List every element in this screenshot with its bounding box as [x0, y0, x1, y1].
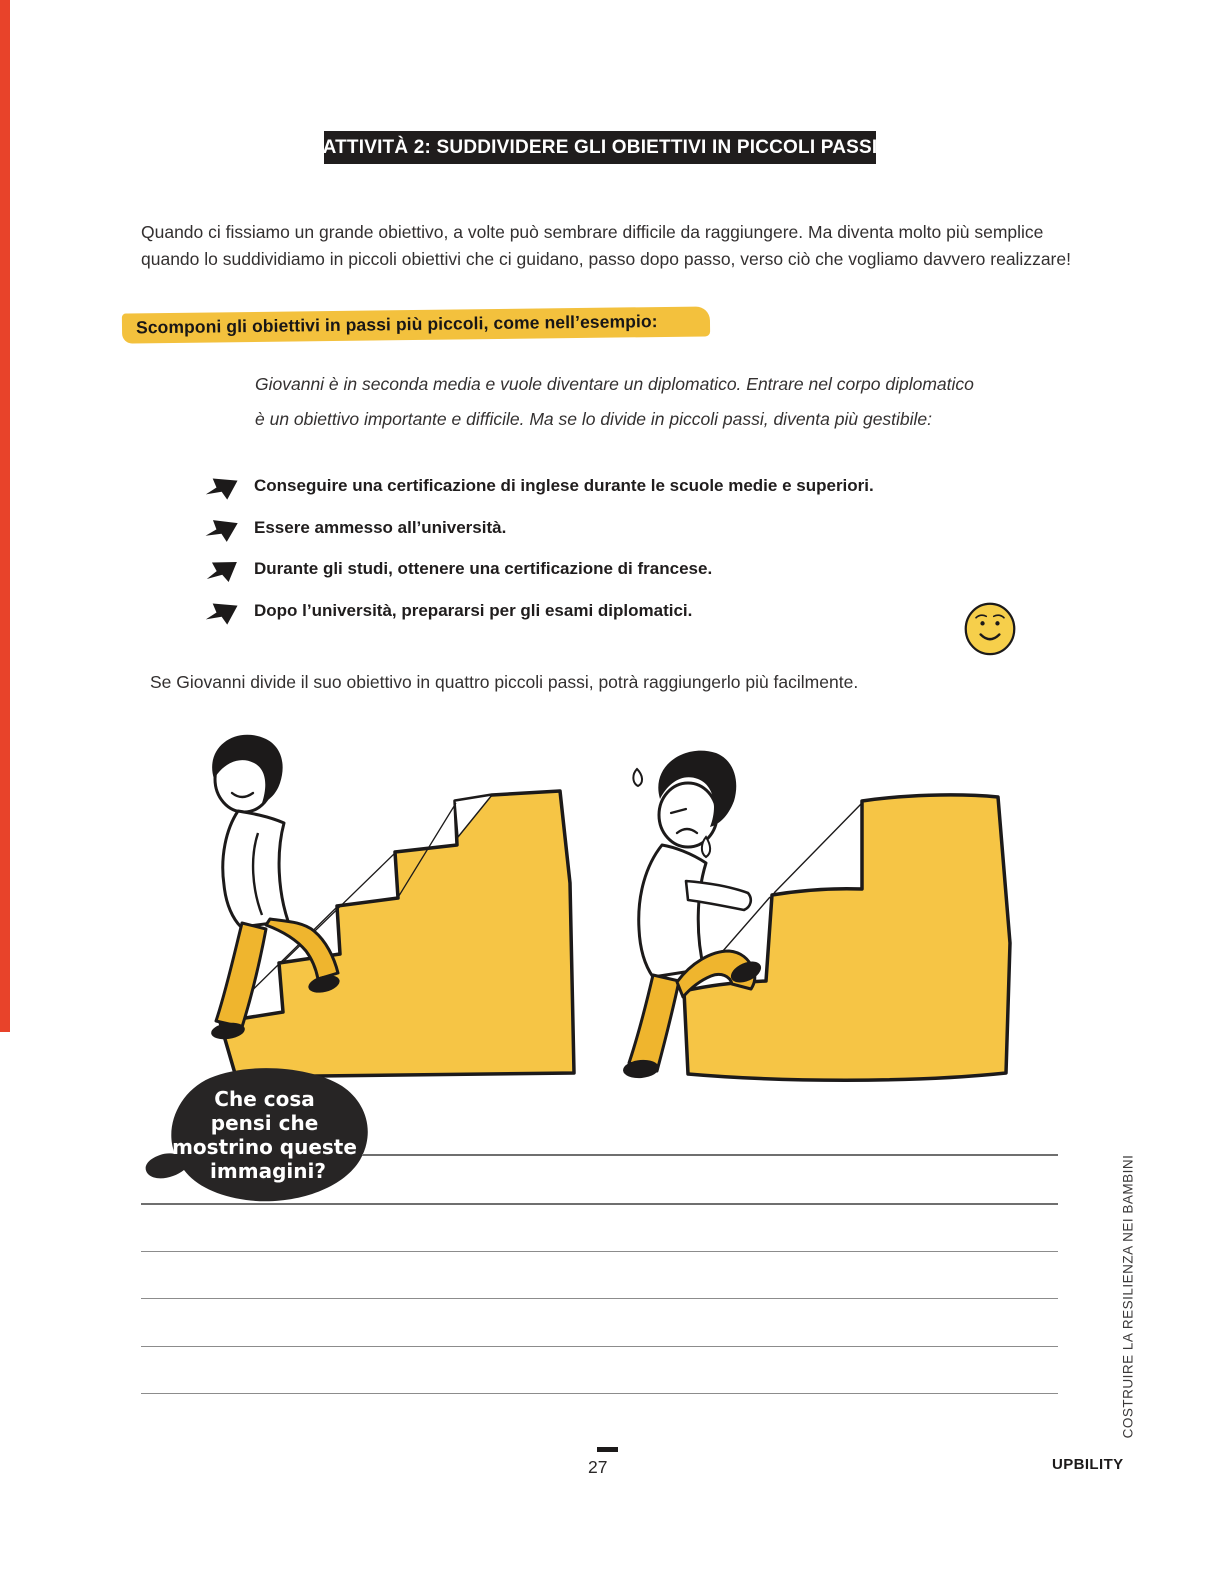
arrow-right-icon	[202, 511, 242, 546]
writing-line	[141, 1251, 1058, 1252]
arrow-right-icon	[200, 549, 244, 588]
activity-title-banner	[324, 131, 876, 164]
conclusion-text: Se Giovanni divide il suo obiettivo in quattro piccoli passi, potrà raggiungerlo più facilmente.	[150, 671, 859, 692]
highlight-heading-wrap	[122, 310, 710, 340]
hard-stairs-scene	[622, 751, 1010, 1081]
speech-bubble	[144, 1060, 380, 1212]
step-item	[203, 509, 506, 547]
arrow-right-icon	[201, 593, 242, 629]
step-text: Essere ammesso all’università.	[254, 518, 507, 537]
step-text: Conseguire una certificazione di inglese durante le scuole medie e superiori.	[254, 476, 874, 495]
page-number: 27	[588, 1457, 608, 1477]
speech-bubble-text: Che cosa pensi che mostrino queste immagini?	[172, 1087, 357, 1183]
step-item	[203, 550, 712, 588]
writing-line	[141, 1346, 1058, 1347]
writing-line	[141, 1393, 1058, 1394]
step-item	[203, 592, 692, 630]
page-number-rule	[597, 1447, 618, 1452]
sidebar-vertical-text: COSTRUIRE LA RESILIENZA NEI BAMBINI	[1120, 1154, 1136, 1439]
arrow-right-icon	[201, 468, 242, 504]
writing-line	[141, 1203, 1058, 1205]
intro-paragraph: Quando ci fissiamo un grande obiettivo, a volte può sembrare difficile da raggiungere. Ma diventa molto più semplice quando lo suddividiamo in piccoli obiettivi che ci guidano, passo dopo passo, verso ciò che vogliamo davvero realizzare!	[141, 221, 1071, 269]
brand-logo: UPBILITY	[1052, 1456, 1124, 1473]
writing-line	[141, 1298, 1058, 1299]
accent-stripe	[0, 0, 10, 1032]
stairs-illustration	[140, 733, 1020, 1085]
step-text: Dopo l’università, prepararsi per gli esami diplomatici.	[254, 601, 693, 620]
step-text: Durante gli studi, ottenere una certificazione di francese.	[254, 559, 713, 578]
smiley-face-icon	[962, 600, 1018, 656]
easy-stairs-scene	[210, 735, 574, 1077]
example-text: Giovanni è in seconda media e vuole diventare un diplomatico. Entrare nel corpo diplomatico è un obiettivo importante e difficile. Ma se lo divide in piccoli passi, diventa più gestibile:	[255, 373, 974, 429]
writing-line	[362, 1154, 1058, 1156]
activity-title: ATTIVITÀ 2: SUDDIVIDERE GLI OBIETTIVI IN PICCOLI PASSI	[322, 136, 878, 158]
yellow-highlighter	[122, 306, 710, 343]
step-item	[203, 467, 874, 505]
highlight-heading: Scomponi gli obiettivi in passi più piccoli, come nell’esempio:	[135, 311, 658, 338]
